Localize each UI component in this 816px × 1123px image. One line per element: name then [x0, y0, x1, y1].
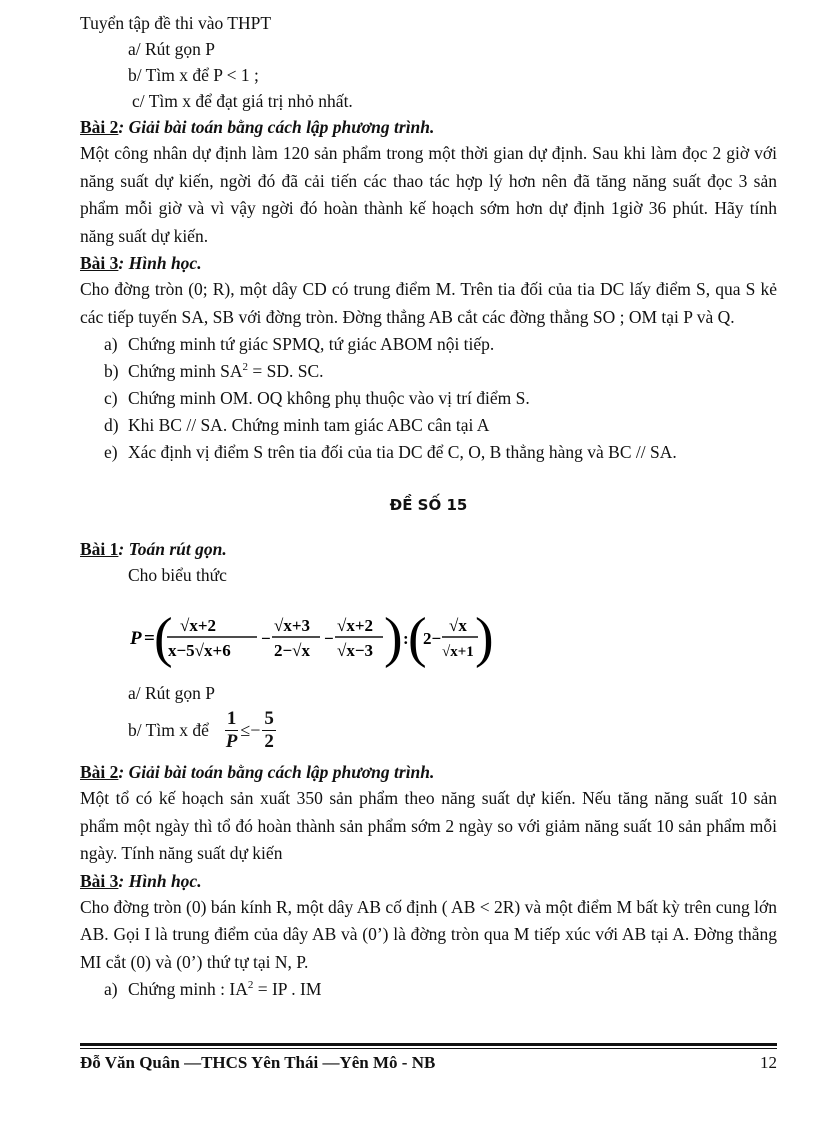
formula-eq: =	[144, 628, 155, 649]
formula	[124, 604, 777, 672]
d15-exercise-3-label: Bài 3	[80, 870, 119, 891]
page-footer	[80, 1043, 777, 1073]
footer-author: Đỗ Văn Quân —THCS Yên Thái —Yên Mô - NB	[80, 1053, 436, 1072]
running-header: Tuyển tập đề thi vào THPT	[80, 13, 272, 33]
part-a: a/ Rút gọn P	[128, 39, 216, 59]
d15-part-b: b/ Tìm x để $\frac{1}{P}$ ≤− $\frac{5}{2}$	[128, 708, 274, 752]
page-number: 12	[760, 1053, 777, 1072]
part-b: b/ Tìm x để P < 1 ;	[128, 65, 259, 85]
list-item: d) Khi BC // SA. Chứng minh tam giác ABC cân tại A	[104, 415, 490, 435]
f2-num: √x+3	[274, 616, 311, 635]
exercise-3-heading	[80, 250, 777, 276]
f2-den: 2−√x	[274, 641, 311, 660]
f4-num: √x	[449, 616, 467, 635]
d15-part-a: a/ Rút gọn P	[128, 683, 216, 703]
d15-exercise-1-title: : Toán rút gọn.	[118, 539, 227, 559]
paren-right-2: )	[475, 607, 494, 669]
f1-den: x−5√x+6	[168, 641, 231, 660]
footer-rule	[80, 1043, 777, 1046]
minus-1: −	[261, 629, 271, 648]
exercise-3-items	[80, 331, 777, 466]
formula-two: 2−	[423, 629, 442, 648]
exercise-3-text: Cho đờng tròn (0; R), một dây CD có trung điểm M. Trên tia đối của tia DC lấy điểm S, qua S kẻ các tiếp tuyến SA, SB với đờng tròn. Đờng thẳng AB cắt các đờng thẳng SO ; OM tại P và Q.	[80, 279, 777, 327]
paren-right: )	[384, 607, 403, 669]
d15-exercise-2-title: : Giải bài toán bằng cách lập phương trình.	[118, 762, 435, 782]
part-c: c/ Tìm x để đạt giá trị nhỏ nhất.	[132, 91, 353, 111]
list-item: c) Chứng minh OM. OQ không phụ thuộc vào vị trí điểm S.	[104, 388, 530, 408]
exam-heading: ĐỀ SỐ 15	[389, 496, 468, 514]
page-content	[80, 10, 777, 1003]
d15-exercise-3-heading	[80, 868, 777, 894]
exercise-2-title: : Giải bài toán bằng cách lập phương trình.	[118, 117, 435, 137]
frac-1-over-p: $\frac{1}{P}$	[225, 708, 238, 752]
exercise-2-label: Bài 2	[80, 117, 119, 137]
formula-div: :	[403, 629, 409, 648]
frac-5-over-2: $\frac{5}{2}$	[264, 708, 274, 752]
d15-exercise-2-text: Một tổ có kế hoạch sản xuất 350 sản phẩm theo năng suất dự kiến. Nếu tăng năng suất 10 sản phẩm một ngày thì tổ đó hoàn thành sản phẩm sớm 2 ngày so với giảm năng suất 10 sản phẩm mỗi ngày. Tính năng suất dự kiến	[80, 788, 777, 863]
paren-left-2: (	[408, 607, 427, 669]
footer-rule-thin	[80, 1048, 777, 1049]
d15-exercise-1-label: Bài 1	[80, 539, 119, 559]
f4-den: √x+1	[442, 644, 474, 660]
d15-exercise-3-text: Cho đờng tròn (0) bán kính R, một dây AB cố định ( AB < 2R) và một điểm M bất kỳ trên cung lớn AB. Gọi I là trung điểm của dây AB và (0’) là đờng tròn qua M tiếp xúc với AB tại A. Đờng thẳng MI cắt (0) và (0’) thứ tự tại N, P.	[80, 896, 777, 972]
d15-intro: Cho biểu thức	[128, 565, 227, 585]
paren-left: (	[154, 607, 173, 669]
exercise-3-title: : Hình học.	[118, 253, 202, 273]
exercise-3-label: Bài 3	[80, 253, 119, 273]
formula-svg	[124, 604, 494, 672]
exercise-2-text: Một công nhân dự định làm 120 sản phẩm trong một thời gian dự định. Sau khi làm đọc 2 giờ với năng suất dự kiến, ngời đó đã cải tiến các thao tác hợp lý hơn nên đã tăng năng suất đọc 3 sản phẩm mỗi giờ và vì vậy ngời đó hoàn thành kế hoạch sớm hơn dự định 1giờ 36 phút. Hãy tính năng suất dự kiến.	[80, 143, 777, 246]
d15-exercise-3-title: : Hình học.	[118, 870, 202, 891]
list-item: e) Xác định vị điểm S trên tia đối của tia DC để C, O, B thẳng hàng và BC // SA.	[104, 442, 677, 462]
formula-p: P	[130, 628, 142, 649]
exercise-2-heading	[80, 114, 777, 140]
f1-num: √x+2	[180, 616, 217, 635]
d15-exercise-3-items	[80, 976, 777, 1003]
list-item: b) Chứng minh $SA^2$ = SD. SC.	[104, 361, 324, 381]
minus-2: −	[324, 629, 334, 648]
list-item: a) Chứng minh tứ giác SPMQ, tứ giác ABOM nội tiếp.	[104, 334, 495, 354]
d15-exercise-1-heading	[80, 536, 777, 562]
f3-num: √x+2	[337, 616, 374, 635]
d15-exercise-2-label: Bài 2	[80, 762, 119, 782]
f3-den: √x−3	[337, 641, 374, 660]
d15-exercise-2-heading	[80, 759, 777, 785]
list-item: a) Chứng minh : $IA^2$ = IP . IM	[104, 979, 322, 999]
footer-row	[80, 1053, 777, 1073]
